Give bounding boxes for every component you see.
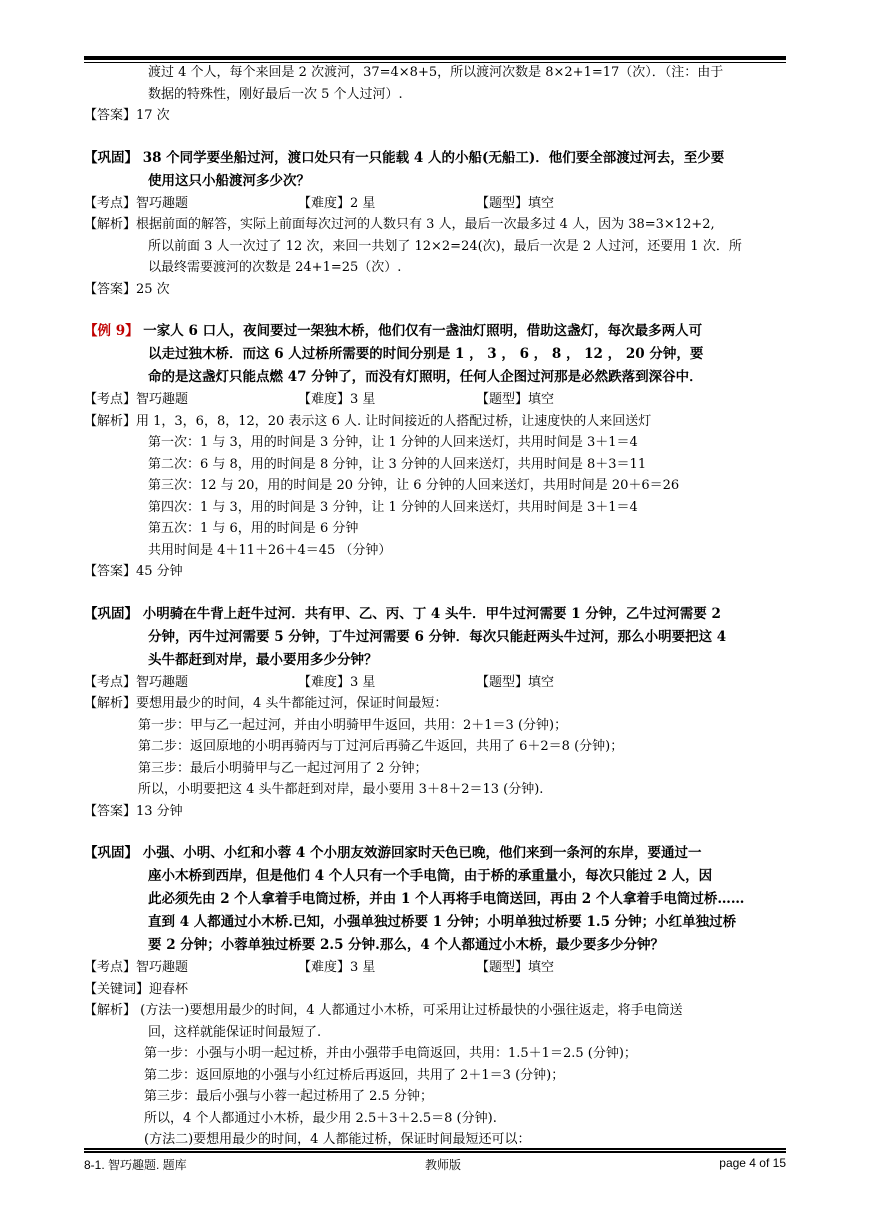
problem-text: 命的是这盏灯只能点燃 47 分钟了，而没有灯照明，任何人企图过河那是必然跌落到深谷中． xyxy=(148,369,703,385)
answer-line: 【答案】45 分钟 xyxy=(84,564,183,579)
analysis-line: 第三步：最后小强与小蓉一起过桥用了 2.5 分钟； xyxy=(144,1089,433,1104)
footer-edition: 教师版 xyxy=(425,1158,462,1172)
problem-text: 要 2 分钟；小蓉单独过桥要 2.5 分钟.那么，4 个人都通过小木桥，最少要多少分钟？ xyxy=(148,937,664,953)
analysis-line: 【解析】根据前面的解答，实际上前面每次过河的人数只有 3 人，最后一次最多过 4 人，因为 38=3×12+2, xyxy=(84,217,715,232)
meta-row xyxy=(84,957,790,979)
meta-type: 【题型】填空 xyxy=(476,960,555,975)
analysis-line: 共用时间是 4＋11＋26＋4＝45 （分钟） xyxy=(148,542,392,558)
problem-text: 以走过独木桥．而这 6 人过桥所需要的时间分别是 1 ， 3 ， 6 ， 8 ， 12 ， 20 分钟，要 xyxy=(148,346,704,362)
analysis-line: 第二步：返回原地的小强与小红过桥后再返回，共用了 2＋1＝3 (分钟)； xyxy=(144,1067,565,1083)
meta-topic: 【考点】智巧趣题 xyxy=(84,195,189,211)
analysis-line: 第五次：1 与 6，用的时间是 6 分钟 xyxy=(148,521,359,536)
analysis-line: 【解析】要想用最少的时间，4 头牛都能过河，保证时间最短： xyxy=(84,696,448,711)
meta-difficulty: 【难度】3 星 xyxy=(298,960,376,975)
problem-text: 此必须先由 2 个人拿着手电筒过桥，并由 1 个人再将手电筒送回，再由 2 个人拿着手电筒过桥…… xyxy=(148,891,745,907)
analysis-line: 所以前面 3 人一次过了 12 次，来回一共划了 12×2=24(次)，最后一次是 2 人过河，还要用 1 次．所 xyxy=(148,238,742,254)
analysis-line: 第四次：1 与 3，用的时间是 3 分钟，让 1 分钟的人回来送灯，共用时间是 3＋1＝4 xyxy=(148,499,638,515)
keyword-line: 【关键词】迎春杯 xyxy=(84,981,189,997)
footer-title: 8-1. 智巧趣题. 题库 xyxy=(84,1158,187,1172)
analysis-line: 所以，小明要把这 4 头牛都赶到对岸，最小要用 3＋8＋2＝13 (分钟). xyxy=(138,782,544,797)
example-title: 【例 9】 一家人 6 口人，夜间要过一架独木桥，他们仅有一盏油灯照明，借助这盏灯，每次最多两人可 xyxy=(84,323,703,339)
problem-title: 【巩固】 小强、小明、小红和小蓉 4 个小朋友效游回家时天色已晚，他们来到一条河的东岸，要通过一 xyxy=(84,845,702,861)
analysis-line: 第三次：12 与 20，用的时间是 20 分钟，让 6 分钟的人回来送灯，共用时间是 20＋6＝26 xyxy=(148,478,680,493)
meta-type: 【题型】填空 xyxy=(476,674,555,690)
meta-topic: 【考点】智巧趣题 xyxy=(84,674,189,690)
meta-topic: 【考点】智巧趣题 xyxy=(84,392,189,407)
meta-row xyxy=(84,672,790,694)
analysis-line: 第三步：最后小明骑甲与乙一起过河用了 2 分钟； xyxy=(138,760,428,776)
analysis-line: 【解析】用 1，3，6，8，12，20 表示这 6 人. 让时间接近的人搭配过桥，让速度快的人来回送灯 xyxy=(84,413,652,429)
analysis-line: 所以，4 个人都通过小木桥，最少用 2.5＋3＋2.5＝8 (分钟). xyxy=(144,1110,497,1126)
problem-text: 直到 4 人都通过小木桥.已知，小强单独过桥要 1 分钟；小明单独过桥要 1.5 分钟；小红单独过桥 xyxy=(148,914,737,930)
meta-type: 【题型】填空 xyxy=(476,392,555,407)
analysis-line: 第二次：6 与 8，用的时间是 8 分钟，让 3 分钟的人回来送灯，共用时间是 8＋3＝11 xyxy=(148,456,647,472)
page-number: page 4 of 15 xyxy=(719,1156,786,1170)
answer-line: 【答案】17 次 xyxy=(84,108,170,123)
analysis-line: 第二步：返回原地的小明再骑丙与丁过河后再骑乙牛返回，共用了 6＋2＝8 (分钟)； xyxy=(138,739,624,754)
answer-line: 【答案】13 分钟 xyxy=(84,803,183,819)
answer-line: 【答案】25 次 xyxy=(84,281,170,297)
analysis-line: 以最终需要渡河的次数是 24+1=25（次）. xyxy=(148,260,402,275)
meta-difficulty: 【难度】3 星 xyxy=(298,674,376,690)
problem-text: 使用这只小船渡河多少次？ xyxy=(148,172,310,189)
footer-rule xyxy=(84,1148,786,1150)
example-tag: 【例 9】 xyxy=(84,323,139,339)
analysis-line: 回，这样就能保证时间最短了. xyxy=(148,1024,322,1040)
meta-row xyxy=(84,193,790,215)
text-line: 渡过 4 个人，每个来回是 2 次渡河，37=4×8+5，所以渡河次数是 8×2+1=17（次）．（注：由于 xyxy=(148,65,724,80)
problem-title: 【巩固】 38 个同学要坐船过河，渡口处只有一只能载 4 人的小船(无船工)．他们要全部渡过河去，至少要 xyxy=(84,149,725,166)
analysis-line: 第一次：1 与 3，用的时间是 3 分钟，让 1 分钟的人回来送灯，共用时间是 3＋1＝4 xyxy=(148,435,638,450)
analysis-line: 【解析】 (方法一)要想用最少的时间，4 人都通过小木桥，可采用让过桥最快的小强往返走，将手电筒送 xyxy=(84,1003,683,1018)
meta-difficulty: 【难度】2 星 xyxy=(298,195,376,211)
document-body xyxy=(84,62,790,1151)
meta-difficulty: 【难度】3 星 xyxy=(298,392,376,407)
meta-topic: 【考点】智巧趣题 xyxy=(84,960,189,975)
problem-text: 座小木桥到西岸，但是他们 4 个人只有一个手电筒，由于桥的承重量小，每次只能过 2 人，因 xyxy=(148,868,713,884)
problem-text: 分钟，丙牛过河需要 5 分钟，丁牛过河需要 6 分钟．每次只能赶两头牛过河，那么小明要把这 4 xyxy=(148,628,727,645)
problem-title: 【巩固】 小明骑在牛背上赶牛过河．共有甲、乙、丙、丁 4 头牛．甲牛过河需要 1 分钟，乙牛过河需要 2 xyxy=(84,605,721,622)
analysis-line: 第一步：甲与乙一起过河，并由小明骑甲牛返回，共用：2＋1＝3 (分钟)； xyxy=(138,717,568,733)
meta-type: 【题型】填空 xyxy=(476,195,555,211)
header-rule xyxy=(84,56,786,60)
analysis-line: 第一步：小强与小明一起过桥，并由小强带手电筒返回，共用：1.5＋1＝2.5 (分钟)； xyxy=(144,1046,637,1061)
meta-row xyxy=(84,389,790,411)
problem-text: 头牛都赶到对岸，最小要用多少分钟？ xyxy=(148,651,378,668)
text-line: 数据的特殊性，刚好最后一次 5 个人过河）. xyxy=(148,86,403,102)
analysis-line: (方法二)要想用最少的时间，4 人都能过桥，保证时间最短还可以： xyxy=(144,1132,531,1147)
